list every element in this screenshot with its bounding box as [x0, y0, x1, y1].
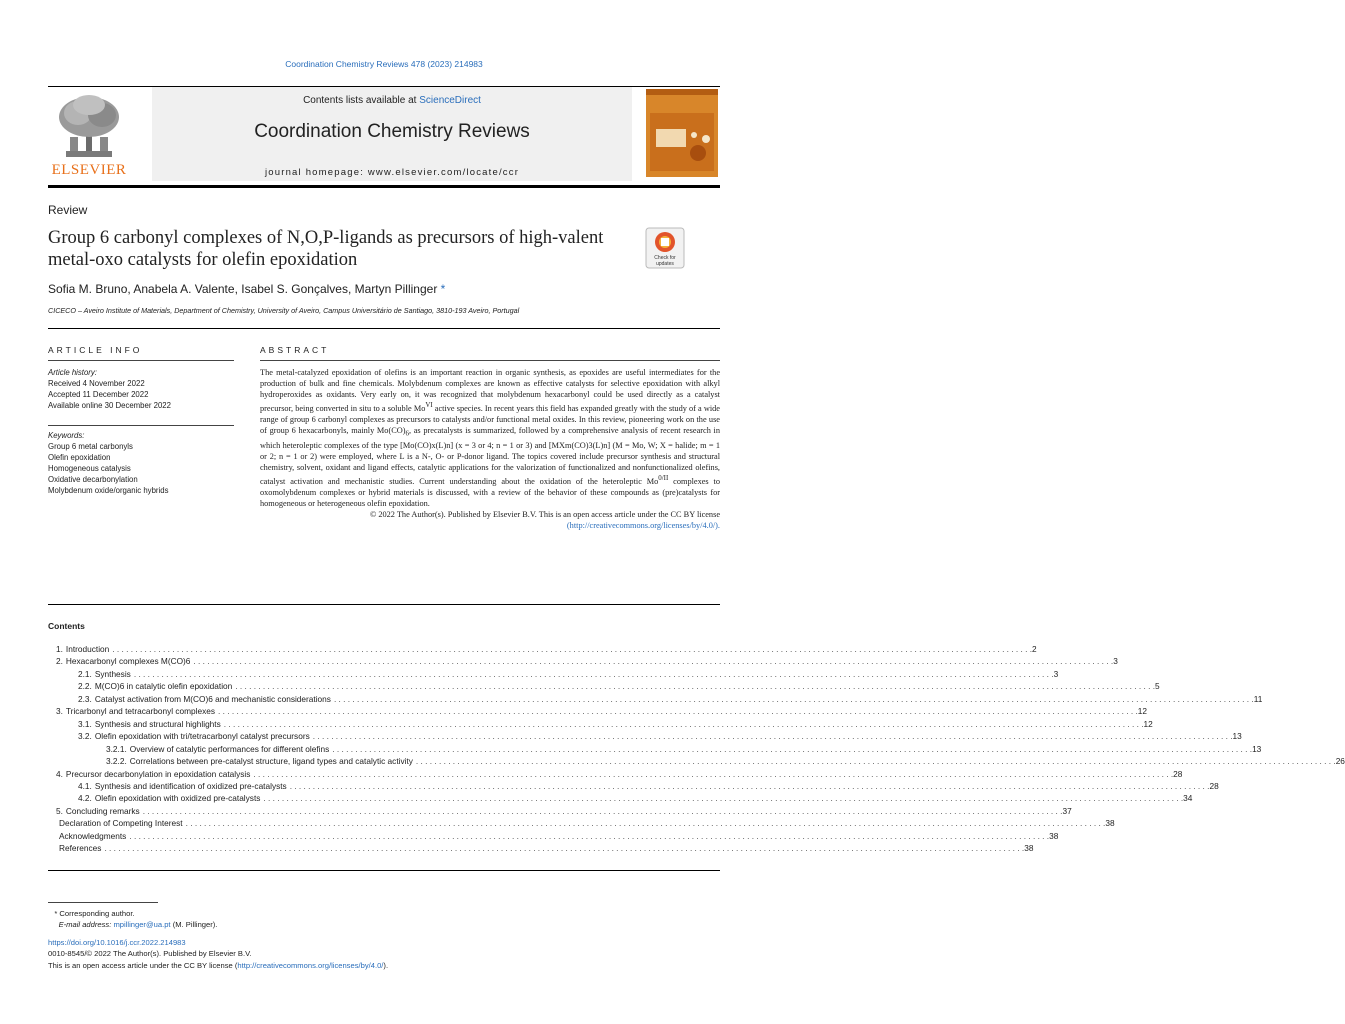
author-list: Sofia M. Bruno, Anabela A. Valente, Isabel S. Gonçalves, Martyn Pillinger *: [48, 282, 446, 296]
toc-entry-title: Tricarbonyl and tetracarbonyl complexes: [63, 706, 218, 716]
sciencedirect-link[interactable]: ScienceDirect: [419, 95, 481, 106]
toc-entry-number: 4.2.: [78, 793, 92, 804]
abstract-body: [260, 367, 720, 532]
corresponding-author-mark[interactable]: *: [440, 282, 446, 296]
toc-entry-page: 2: [1032, 644, 1037, 654]
keywords-label: Keywords:: [48, 431, 85, 440]
toc-entry-title: M(CO)6 in catalytic olefin epoxidation: [92, 681, 235, 691]
open-access-line: This is an open access article under the CC BY license (http://creativecommons.org/licenses/by/4.0/).: [48, 960, 389, 970]
toc-leader-dots: . . . . . . . . . . . . . . . . . . . . . . . . . . . . . . . . . . . . . . . . . . . . . . . . . . . . . . . . . . . . . . . . . . . . . . . . . . . . . . . . . . . . . . . . . . . . . . . . . . . . . . . . . . . . . . . . . . . . . . . . . . . . . . . . . . . . . . . . . . . . . . . . . . . . . . . . . . . . . . . . . . . . . . . . . . . . . . . . . . . . . . . . . . . . . . . . . . . . . . . .: [129, 830, 1050, 841]
corresponding-footnote: * Corresponding author.: [48, 909, 135, 918]
toc-entry-page: 38: [1049, 830, 1059, 841]
toc-leader-dots: . . . . . . . . . . . . . . . . . . . . . . . . . . . . . . . . . . . . . . . . . . . . . . . . . . . . . . . . . . . . . . . . . . . . . . . . . . . . . . . . . . . . . . . . . . . . . . . . . . . . . . . . . . . . . . . . . . . . . . . . . . . . . . . . . . . . . . . . . . . . . . . . . . . . . . . . . . . . . . . . . . . . . . . . . . . . . . . . . . . . . . . . . . . . . . . . . . . . . . . .: [263, 793, 1184, 804]
toc-entry-number: 2.: [56, 656, 63, 667]
toc-entry-title: Correlations between pre-catalyst structure, ligand types and catalytic activity: [127, 756, 416, 766]
toc-leader-dots: . . . . . . . . . . . . . . . . . . . . . . . . . . . . . . . . . . . . . . . . . . . . . . . . . . . . . . . . . . . . . . . . . . . . . . . . . . . . . . . . . . . . . . . . . . . . . . . . . . . . . . . . . . . . . . . . . . . . . . . . . . . . . . . . . . . . . . . . . . . . . . . . . . . . . . . . . . . . . . . . . . . . . . . . . . . . . . . . . . . . . . . . . . . . . . . . . . . . . . . .: [289, 780, 1210, 791]
toc-entry-title: Catalyst activation from M(CO)6 and mechanistic considerations: [92, 694, 334, 704]
toc-entry-number: 3.1.: [78, 718, 92, 729]
abstract-heading: ABSTRACT: [260, 345, 330, 355]
issn-line: 0010-8545/© 2022 The Author(s). Published by Elsevier B.V.: [48, 949, 252, 959]
toc-entry-page: 28: [1173, 768, 1183, 779]
toc-leader-dots: . . . . . . . . . . . . . . . . . . . . . . . . . . . . . . . . . . . . . . . . . . . . . . . . . . . . . . . . . . . . . . . . . . . . . . . . . . . . . . . . . . . . . . . . . . . . . . . . . . . . . . . . . . . . . . . . . . . . . . . . . . . . . . . . . . . . . . . . . . . . . . . . . . . . . . . . . . . . . . . . . . . . . . . . . . . . . . . . . . . . . . . . . . . . . . . . . . . . . . . .: [185, 818, 1106, 829]
toc-entry-page: 11: [1253, 693, 1263, 704]
keyword: Oxidative decarbonylation: [48, 475, 138, 484]
toc-leader-dots: . . . . . . . . . . . . . . . . . . . . . . . . . . . . . . . . . . . . . . . . . . . . . . . . . . . . . . . . . . . . . . . . . . . . . . . . . . . . . . . . . . . . . . . . . . . . . . . . . . . . . . . . . . . . . . . . . . . . . . . . . . . . . . . . . . . . . . . . . . . . . . . . . . . . . . . . . . . . . . . . . . . . . . . . . . . . . . . . . . . . . . . . . . . . . . . . . . . . . . . .: [218, 706, 1138, 717]
article-type: Review: [48, 203, 88, 217]
doi-link[interactable]: https://doi.org/10.1016/j.ccr.2022.214983: [48, 937, 186, 947]
toc-leader-dots: . . . . . . . . . . . . . . . . . . . . . . . . . . . . . . . . . . . . . . . . . . . . . . . . . . . . . . . . . . . . . . . . . . . . . . . . . . . . . . . . . . . . . . . . . . . . . . . . . . . . . . . . . . . . . . . . . . . . . . . . . . . . . . . . . . . . . . . . . . . . . . . . . . . . . . . . . . . . . . . . . . . . . . . . . . . . . . . . . . . . . . . . . . . . . . . . . . . . . . . .: [253, 768, 1174, 779]
toc-entry-page: 38: [1024, 843, 1034, 854]
journal-name: Coordination Chemistry Reviews: [254, 121, 530, 142]
svg-text:Check for: Check for: [654, 255, 676, 261]
toc-entry-title: Precursor decarbonylation in epoxidation catalysis: [63, 769, 253, 779]
toc-entry-number: 2.1.: [78, 668, 92, 679]
toc-entry[interactable]: [56, 668, 1059, 681]
toc-entry-page: 12: [1143, 718, 1153, 729]
toc-entry[interactable]: [56, 756, 1345, 768]
toc-entry-page: 3: [1113, 656, 1118, 667]
history-accepted: Accepted 11 December 2022: [48, 390, 149, 399]
divider: [48, 360, 234, 361]
contents-heading: Contents: [48, 621, 85, 631]
toc-leader-dots: . . . . . . . . . . . . . . . . . . . . . . . . . . . . . . . . . . . . . . . . . . . . . . . . . . . . . . . . . . . . . . . . . . . . . . . . . . . . . . . . . . . . . . . . . . . . . . . . . . . . . . . . . . . . . . . . . . . . . . . . . . . . . . . . . . . . . . . . . . . . . . . . . . . . . . . . . . . . . . . . . . . . . . . . . . . . . . . . . . . . . . . . . . . . . . . . . . . . . . . .: [112, 644, 1033, 654]
toc-entry-number: 3.2.: [78, 731, 92, 742]
journal-citation[interactable]: Coordination Chemistry Reviews 478 (2023) 214983: [285, 59, 483, 69]
toc-entry-page: 13: [1232, 731, 1242, 742]
email-link[interactable]: mpillinger@ua.pt: [113, 920, 171, 930]
toc-leader-dots: . . . . . . . . . . . . . . . . . . . . . . . . . . . . . . . . . . . . . . . . . . . . . . . . . . . . . . . . . . . . . . . . . . . . . . . . . . . . . . . . . . . . . . . . . . . . . . . . . . . . . . . . . . . . . . . . . . . . . . . . . . . . . . . . . . . . . . . . . . . . . . . . . . . . . . . . . . . . . . . . . . . . . . . . . . . . . . . . . . . . . . . . . . . . . . . . . . . . . . . .: [415, 756, 1336, 767]
toc-entry-page: 12: [1137, 706, 1148, 717]
license-link[interactable]: (http://creativecommons.org/licenses/by/4.0/).: [566, 521, 720, 531]
toc-entry-page: 13: [1252, 743, 1262, 754]
toc-leader-dots: . . . . . . . . . . . . . . . . . . . . . . . . . . . . . . . . . . . . . . . . . . . . . . . . . . . . . . . . . . . . . . . . . . . . . . . . . . . . . . . . . . . . . . . . . . . . . . . . . . . . . . . . . . . . . . . . . . . . . . . . . . . . . . . . . . . . . . . . . . . . . . . . . . . . . . . . . . . . . . . . . . . . . . . . . . . . . . . . . . . . . . . . . . . . . . . . . . . . . . . .: [235, 681, 1156, 692]
toc-entry[interactable]: [56, 681, 1160, 693]
keyword: Olefin epoxidation: [48, 453, 111, 462]
toc-entry-title: Concluding remarks: [63, 806, 143, 816]
toc-entry-number: 3.2.2.: [106, 756, 127, 767]
journal-header: [48, 86, 720, 188]
toc-entry[interactable]: [56, 718, 1153, 731]
toc-leader-dots: . . . . . . . . . . . . . . . . . . . . . . . . . . . . . . . . . . . . . . . . . . . . . . . . . . . . . . . . . . . . . . . . . . . . . . . . . . . . . . . . . . . . . . . . . . . . . . . . . . . . . . . . . . . . . . . . . . . . . . . . . . . . . . . . . . . . . . . . . . . . . . . . . . . . . . . . . . . . . . . . . . . . . . . . . . . . . . . . . . . . . . . . . . . . . . . . . . . . . . . .: [104, 843, 1025, 854]
toc-entry[interactable]: [56, 818, 1115, 830]
elsevier-tree-logo: [48, 93, 130, 181]
journal-cover-image: [646, 89, 718, 177]
journal-masthead: [152, 87, 632, 181]
toc-entry-title: Synthesis and identification of oxidized pre-catalysts: [92, 781, 290, 791]
toc-leader-dots: . . . . . . . . . . . . . . . . . . . . . . . . . . . . . . . . . . . . . . . . . . . . . . . . . . . . . . . . . . . . . . . . . . . . . . . . . . . . . . . . . . . . . . . . . . . . . . . . . . . . . . . . . . . . . . . . . . . . . . . . . . . . . . . . . . . . . . . . . . . . . . . . . . . . . . . . . . . . . . . . . . . . . . . . . . . . . . . . . . . . . . . . . . . . . . . . . . . . . . . .: [223, 718, 1144, 729]
toc-entry[interactable]: [56, 780, 1219, 793]
toc-entry-page: 38: [1105, 818, 1115, 829]
toc-entry[interactable]: [56, 830, 1059, 843]
divider: [48, 328, 720, 329]
toc-entry-page: 3: [1053, 668, 1059, 679]
article-title: Group 6 carbonyl complexes of N,O,P-ligands as precursors of high-valent metal-oxo catalysts for olefin epoxidation: [48, 228, 604, 270]
footnote-divider: [48, 902, 158, 903]
toc-entry-number: 2.3.: [78, 693, 92, 704]
toc-leader-dots: . . . . . . . . . . . . . . . . . . . . . . . . . . . . . . . . . . . . . . . . . . . . . . . . . . . . . . . . . . . . . . . . . . . . . . . . . . . . . . . . . . . . . . . . . . . . . . . . . . . . . . . . . . . . . . . . . . . . . . . . . . . . . . . . . . . . . . . . . . . . . . . . . . . . . . . . . . . . . . . . . . . . . . . . . . . . . . . . . . . . . . . . . . . . . . . . . . . . . . . .: [193, 656, 1114, 667]
toc-entry-title: Overview of catalytic performances for different olefins: [127, 744, 333, 754]
affiliation: CICECO – Aveiro Institute of Materials, Department of Chemistry, University of Aveiro, Campus Universitário de Santiago, 3810-193 Aveiro, Portugal: [48, 306, 520, 315]
toc-entry-title: Synthesis and structural highlights: [92, 719, 224, 729]
toc-entry-number: 4.: [56, 768, 63, 779]
toc-entry-number: 4.1.: [78, 780, 92, 791]
svg-text:updates: updates: [656, 261, 674, 267]
abstract-copyright: © 2022 The Author(s). Published by Elsevier B.V. This is an open access article under the CC BY license (http://creativecommons.org/licenses/by/4.0/).: [369, 510, 720, 531]
toc-entry[interactable]: [56, 644, 1037, 656]
toc-entry[interactable]: [56, 656, 1118, 668]
email-footnote: E-mail address: mpillinger@ua.pt (M. Pillinger).: [58, 920, 218, 930]
toc-entry-title: Olefin epoxidation with tri/tetracarbonyl catalyst precursors: [92, 731, 313, 741]
history-online: Available online 30 December 2022: [48, 401, 171, 410]
article-info-heading: ARTICLE INFO: [48, 345, 143, 355]
toc-leader-dots: . . . . . . . . . . . . . . . . . . . . . . . . . . . . . . . . . . . . . . . . . . . . . . . . . . . . . . . . . . . . . . . . . . . . . . . . . . . . . . . . . . . . . . . . . . . . . . . . . . . . . . . . . . . . . . . . . . . . . . . . . . . . . . . . . . . . . . . . . . . . . . . . . . . . . . . . . . . . . . . . . . . . . . . . . . . . . . . . . . . . . . . . . . . . . . . . . . . . . . . .: [142, 805, 1063, 816]
toc-entry-title: Acknowledgments: [56, 831, 129, 841]
toc-entry-title: Hexacarbonyl complexes M(CO)6: [63, 656, 194, 666]
toc-entry[interactable]: [56, 706, 1148, 718]
divider: [48, 604, 720, 605]
toc-entry-page: 28: [1209, 780, 1219, 791]
divider: [48, 425, 234, 426]
toc-leader-dots: . . . . . . . . . . . . . . . . . . . . . . . . . . . . . . . . . . . . . . . . . . . . . . . . . . . . . . . . . . . . . . . . . . . . . . . . . . . . . . . . . . . . . . . . . . . . . . . . . . . . . . . . . . . . . . . . . . . . . . . . . . . . . . . . . . . . . . . . . . . . . . . . . . . . . . . . . . . . . . . . . . . . . . . . . . . . . . . . . . . . . . . . . . . . . . . . . . . . . . . .: [333, 693, 1254, 704]
toc-entry[interactable]: [56, 731, 1242, 743]
article-history: [48, 367, 171, 411]
check-for-updates-badge[interactable]: [646, 228, 684, 268]
divider: [48, 870, 720, 871]
toc-entry[interactable]: [56, 693, 1263, 706]
toc-entry-title: References: [56, 843, 104, 853]
abstract-paragraph: The metal-catalyzed epoxidation of olefins is an important reaction in organic synthesis, as epoxides are useful intermediates for the production of bulk and fine chemicals. Molybdenum complexes are known as effective catalysts for selective epoxidation with alkyl hydroperoxides as oxidants. Very early on, it was recognized that molybdenum hexacarbonyl could be used directly as a catalyst precursor, being converted in situ to a soluble $Mo^{VI}$ active species. In recent years this field has expanded greatly with the study of a wide range of group 6 carbonyl complexes as precursors to catalysts and/or functional metal oxides. In this review, pioneering work on the use of group 6 hexacarbonyls, mainly $Mo(CO)_6$, as precatalysts is summarized, followed by a comprehensive analysis of recent research in which heteroleptic complexes of the type [Mo(CO)x(L)n] (x = 3 or 4; n = 1 or 3) and [MXm(CO)3(L)n] (M = Mo, W; X = halide; m = 1 or 2; n = 1 or 2) were employed, where L is a N-, O- or P-donor ligand. The topics covered include precursor synthesis and structural chemistry, solvent, oxidant and ligand effects, catalytic applications for the valorization of functionalized and nonfunctionalized olefins, catalyst activation and mechanistic studies. Current understanding about the oxidation of the heteroleptic $Mo^{0/II}$ complexes to oxomolybdenum complexes or hybrid materials is discussed, with a review of the behavior of these compounds as (pre)catalysts for homogeneous or heterogeneous olefin epoxidation.: [260, 368, 720, 509]
toc-entry-number: 5.: [56, 805, 63, 816]
toc-entry-number: 1.: [56, 644, 63, 654]
keywords: [48, 430, 168, 496]
toc-entry[interactable]: [56, 743, 1262, 756]
toc-entry-title: Olefin epoxidation with oxidized pre-catalysts: [92, 793, 264, 803]
toc-entry-page: 34: [1183, 793, 1193, 804]
elsevier-wordmark: ELSEVIER: [51, 162, 127, 178]
keyword: Homogeneous catalysis: [48, 464, 131, 473]
toc-leader-dots: . . . . . . . . . . . . . . . . . . . . . . . . . . . . . . . . . . . . . . . . . . . . . . . . . . . . . . . . . . . . . . . . . . . . . . . . . . . . . . . . . . . . . . . . . . . . . . . . . . . . . . . . . . . . . . . . . . . . . . . . . . . . . . . . . . . . . . . . . . . . . . . . . . . . . . . . . . . . . . . . . . . . . . . . . . . . . . . . . . . . . . . . . . . . . . . . . . . . . . . .: [332, 743, 1253, 754]
toc-entry[interactable]: [56, 793, 1193, 805]
history-label: Article history:: [48, 368, 97, 377]
toc-entry-page: 37: [1062, 805, 1072, 816]
journal-homepage[interactable]: journal homepage: www.elsevier.com/locate/ccr: [264, 167, 520, 178]
history-received: Received 4 November 2022: [48, 379, 145, 388]
toc-entry-title: Declaration of Competing Interest: [56, 818, 186, 828]
toc-leader-dots: . . . . . . . . . . . . . . . . . . . . . . . . . . . . . . . . . . . . . . . . . . . . . . . . . . . . . . . . . . . . . . . . . . . . . . . . . . . . . . . . . . . . . . . . . . . . . . . . . . . . . . . . . . . . . . . . . . . . . . . . . . . . . . . . . . . . . . . . . . . . . . . . . . . . . . . . . . . . . . . . . . . . . . . . . . . . . . . . . . . . . . . . . . . . . . . . . . . . . . . .: [312, 731, 1233, 742]
footnotes: [48, 908, 388, 971]
toc-entry-number: 3.2.1.: [106, 743, 127, 754]
toc-entry[interactable]: [56, 768, 1183, 781]
toc-entry-title: Introduction: [63, 644, 112, 654]
toc-entry-page: 5: [1155, 681, 1160, 692]
contents-available-line: Contents lists available at ScienceDirect: [303, 95, 481, 106]
toc-entry[interactable]: [56, 843, 1034, 855]
toc-leader-dots: . . . . . . . . . . . . . . . . . . . . . . . . . . . . . . . . . . . . . . . . . . . . . . . . . . . . . . . . . . . . . . . . . . . . . . . . . . . . . . . . . . . . . . . . . . . . . . . . . . . . . . . . . . . . . . . . . . . . . . . . . . . . . . . . . . . . . . . . . . . . . . . . . . . . . . . . . . . . . . . . . . . . . . . . . . . . . . . . . . . . . . . . . . . . . . . . . . . . . . . .: [133, 668, 1054, 679]
keyword: Molybdenum oxide/organic hybrids: [48, 486, 169, 495]
cc-license-link[interactable]: http://creativecommons.org/licenses/by/4.0/: [237, 960, 384, 970]
toc-entry-number: 3.: [56, 706, 63, 717]
divider: [260, 360, 720, 361]
toc-entry[interactable]: [56, 805, 1072, 818]
toc-entry-page: 26: [1335, 756, 1345, 767]
toc-entry-number: 2.2.: [78, 681, 92, 692]
keyword: Group 6 metal carbonyls: [48, 442, 133, 451]
toc-entry-title: Synthesis: [92, 669, 134, 679]
